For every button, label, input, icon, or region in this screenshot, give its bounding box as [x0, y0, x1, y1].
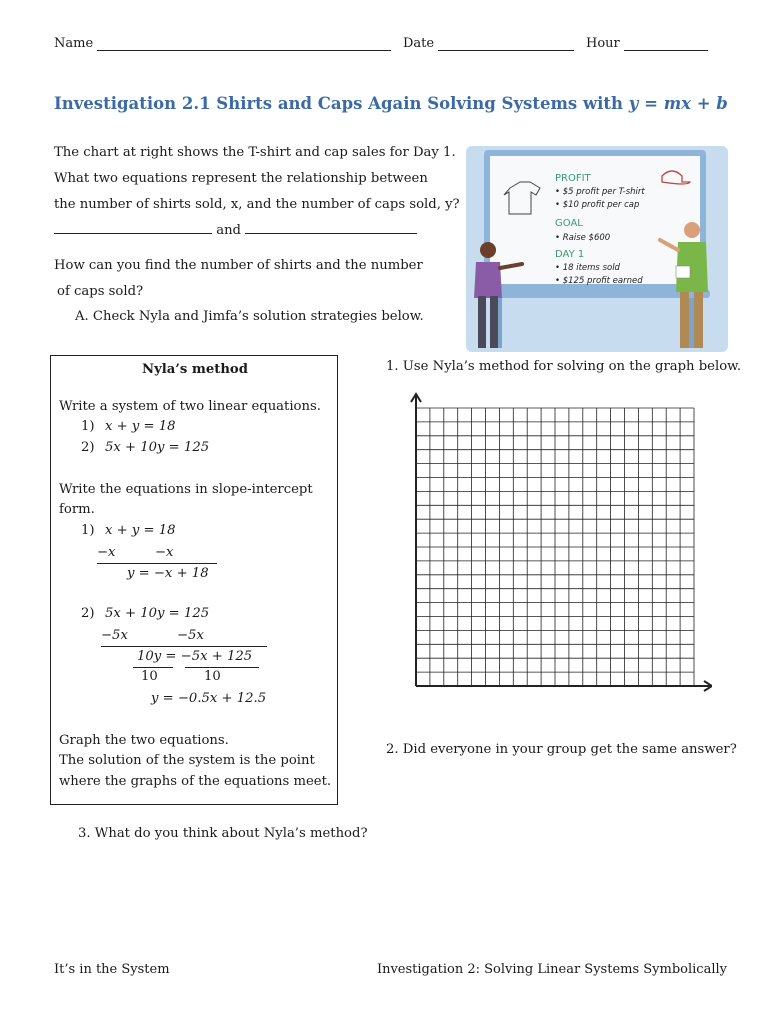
- name-field[interactable]: [54, 36, 391, 51]
- name-blank[interactable]: [97, 38, 391, 51]
- name-label: Name: [54, 36, 94, 51]
- s1-equation: x + y = 18: [105, 523, 176, 538]
- board-profit-1: • $5 profit per T-shirt: [555, 187, 645, 197]
- solution-text-1: The solution of the system is the point: [59, 753, 315, 768]
- page-title: [54, 94, 728, 113]
- footer-right: Investigation 2: Solving Linear Systems Symbolically: [376, 962, 727, 977]
- eq2-number: 2): [81, 440, 95, 455]
- equation-blank-2[interactable]: [245, 221, 417, 234]
- equation-blanks: [54, 218, 417, 244]
- intro-line-3: the number of shirts sold, x, and the number of caps sold, y?: [54, 197, 460, 212]
- step-a: A. Check Nyla and Jimfa’s solution strategies below.: [75, 309, 424, 324]
- s1-subtract-left: −x: [97, 545, 116, 560]
- board-profit-heading: PROFIT: [555, 173, 591, 184]
- intro-line-2: What two equations represent the relationship between: [54, 171, 428, 186]
- s1-subtract-right: −x: [155, 545, 174, 560]
- graph-instruction: Graph the two equations.: [59, 733, 229, 748]
- s2-number: 2): [81, 606, 95, 621]
- s2-fraction-bar-right: [185, 667, 259, 668]
- board-goal-1: • Raise $600: [555, 233, 611, 243]
- s1-number: 1): [81, 523, 95, 538]
- date-label: Date: [403, 36, 435, 51]
- s2-divisor-right: 10: [204, 669, 221, 684]
- s2-divisor-left: 10: [141, 669, 158, 684]
- write-system-text: Write a system of two linear equations.: [59, 399, 321, 414]
- equation-blank-1[interactable]: [54, 221, 212, 234]
- title-text: Investigation 2.1 Shirts and Caps Again Solving Systems with: [54, 94, 629, 113]
- title-equation: y = mx + b: [628, 94, 728, 113]
- hour-blank[interactable]: [624, 38, 708, 51]
- whiteboard-illustration: [466, 146, 728, 352]
- s2-result: y = −0.5x + 12.5: [151, 691, 267, 706]
- and-word: and: [216, 223, 242, 238]
- intro-line-5: of caps sold?: [57, 284, 144, 299]
- s1-rule: [97, 563, 217, 564]
- s2-subtract-left: −5x: [101, 628, 128, 643]
- slope-intercept-text-2: form.: [59, 502, 95, 517]
- question-2: 2. Did everyone in your group get the same answer?: [386, 742, 737, 757]
- s2-rule: [101, 646, 267, 647]
- board-tray: [480, 290, 710, 298]
- hour-field[interactable]: [586, 36, 708, 51]
- s2-middle: 10y = −5x + 125: [137, 649, 253, 664]
- question-1: 1. Use Nyla’s method for solving on the graph below.: [386, 359, 742, 374]
- date-field[interactable]: [403, 36, 574, 51]
- s2-fraction-bar-left: [133, 667, 173, 668]
- eq1-number: 1): [81, 419, 95, 434]
- slope-intercept-text-1: Write the equations in slope-intercept: [59, 482, 313, 497]
- footer-left: It’s in the System: [54, 962, 170, 977]
- board-profit-2: • $10 profit per cap: [555, 200, 640, 210]
- hour-label: Hour: [586, 36, 620, 51]
- board-day-heading: DAY 1: [555, 249, 585, 260]
- s1-result: y = −x + 18: [127, 566, 209, 581]
- question-3: 3. What do you think about Nyla’s method?: [78, 826, 368, 841]
- coordinate-grid[interactable]: [400, 390, 712, 696]
- board-goal-heading: GOAL: [555, 218, 583, 229]
- intro-line-4: How can you find the number of shirts and the number: [54, 258, 423, 273]
- s2-equation: 5x + 10y = 125: [105, 606, 210, 621]
- eq2: 5x + 10y = 125: [105, 440, 210, 455]
- s2-subtract-right: −5x: [177, 628, 204, 643]
- board-day-2: • $125 profit earned: [555, 276, 643, 286]
- board-day-1: • 18 items sold: [555, 263, 620, 273]
- solution-text-2: where the graphs of the equations meet.: [59, 774, 332, 789]
- nyla-heading: Nyla’s method: [142, 362, 248, 377]
- intro-line-1: The chart at right shows the T-shirt and cap sales for Day 1.: [54, 145, 456, 160]
- date-blank[interactable]: [438, 38, 574, 51]
- eq1: x + y = 18: [105, 419, 176, 434]
- nyla-method-box: [50, 355, 338, 805]
